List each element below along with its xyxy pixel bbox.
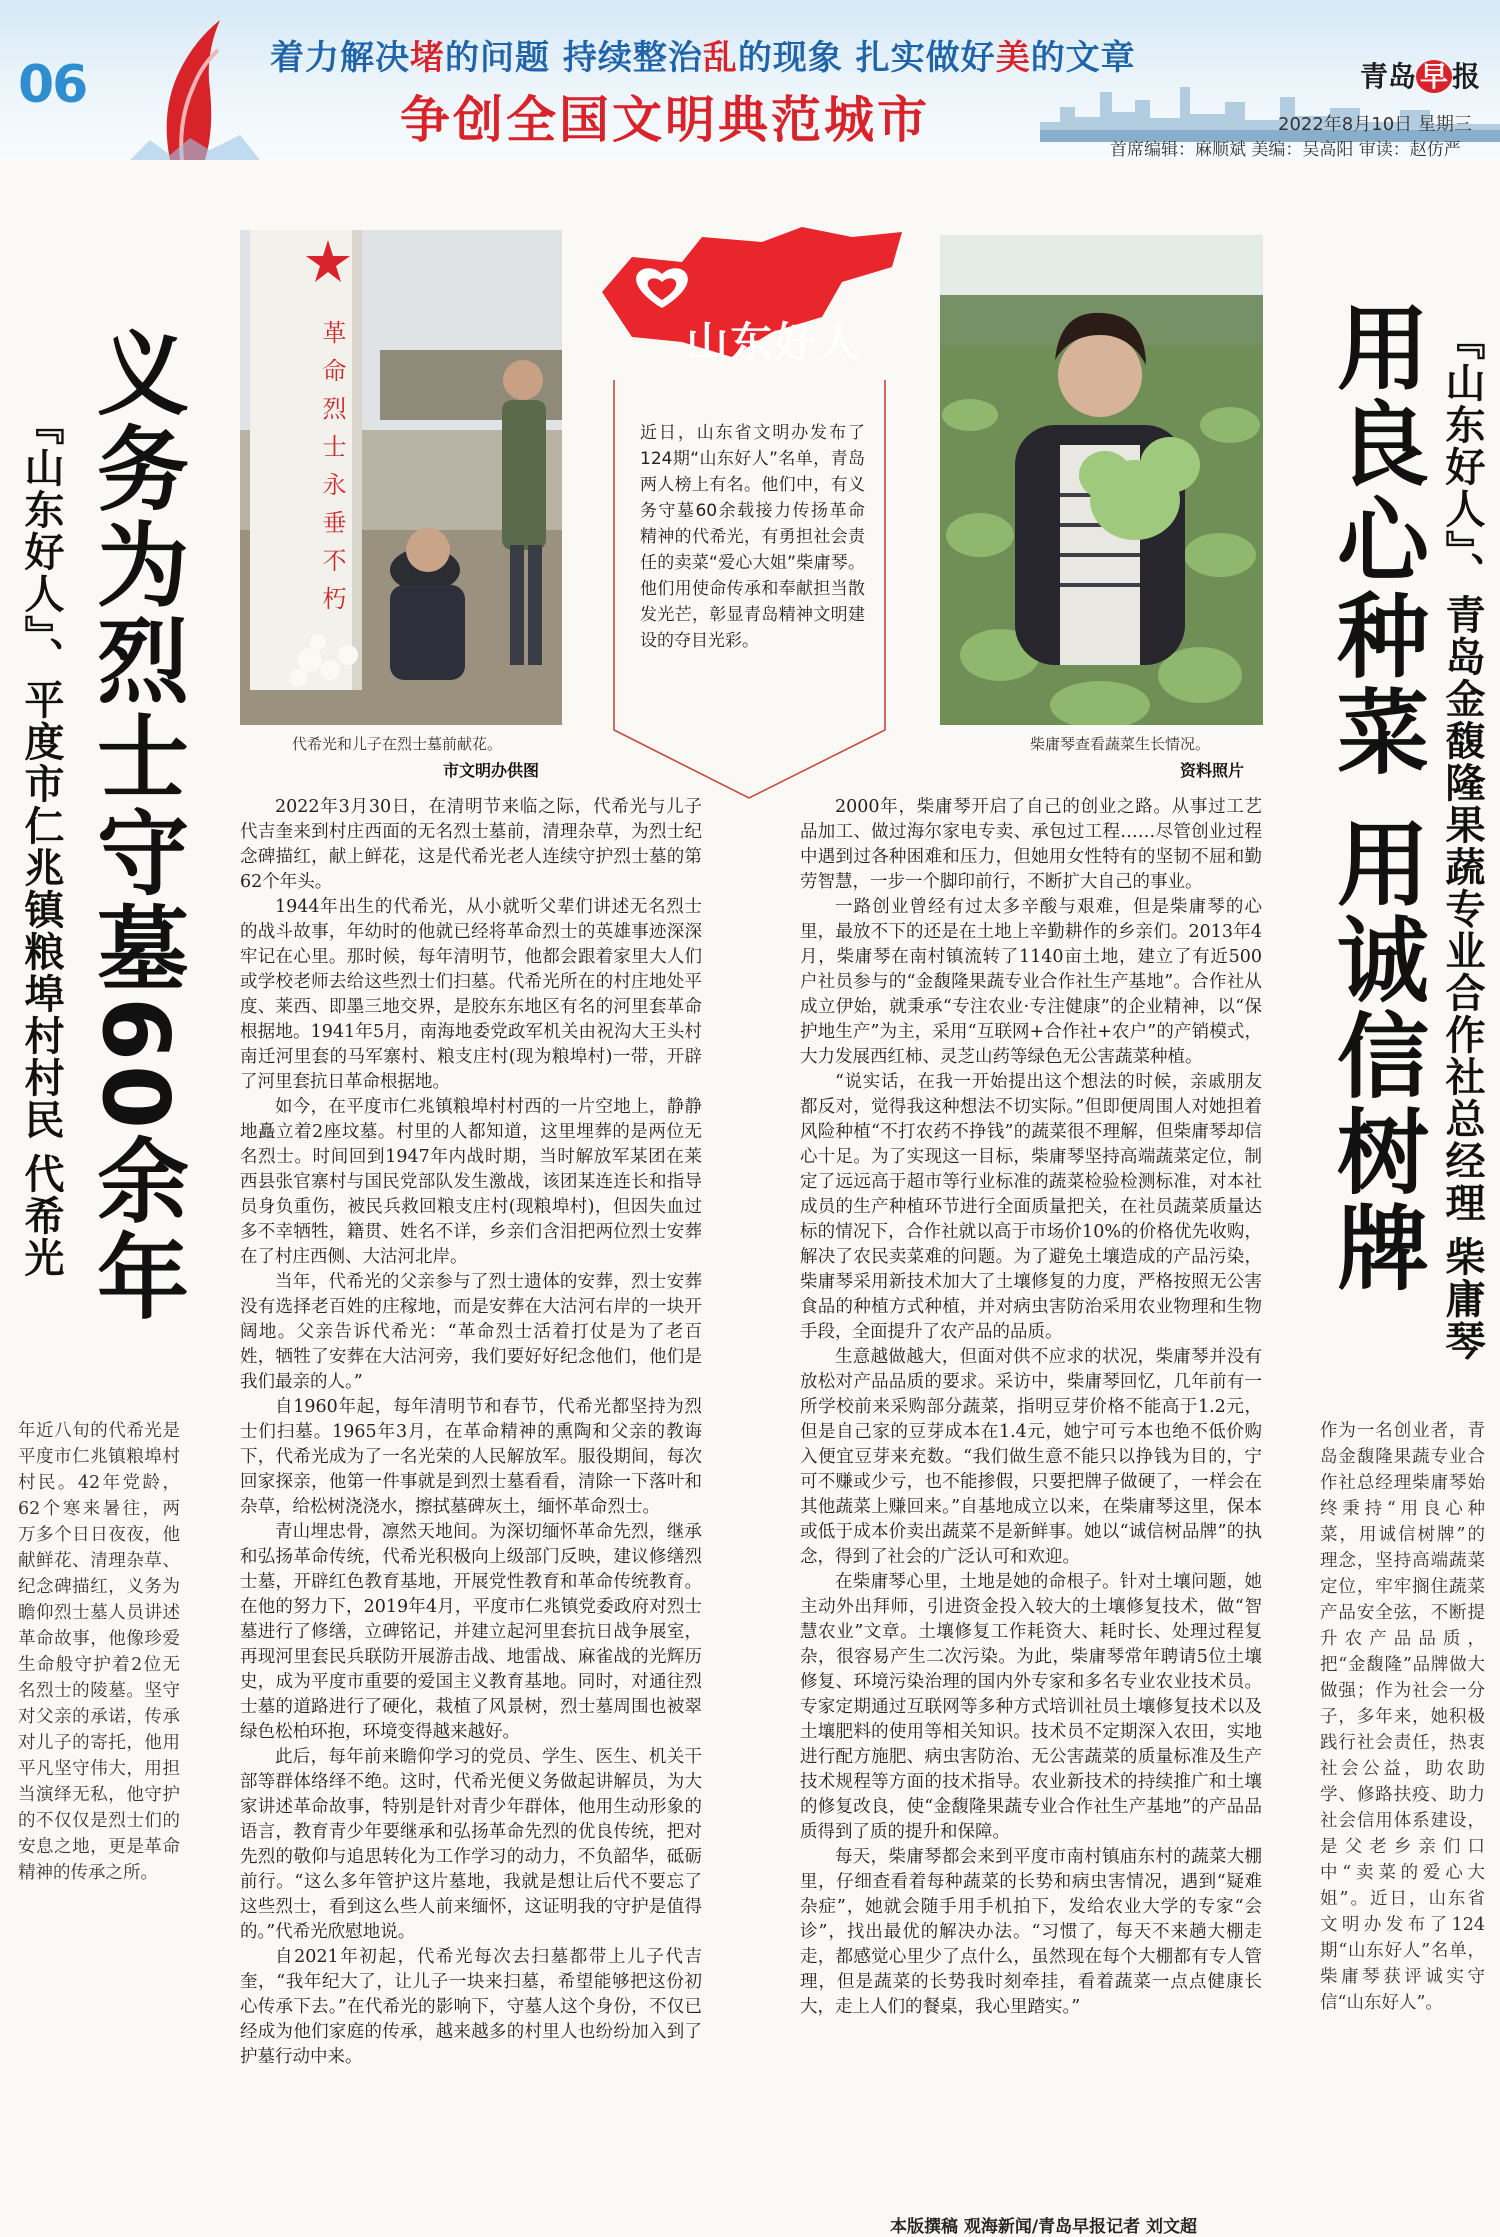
slogan-segment: 的现象 扎实做好 <box>737 38 996 78</box>
slogan-segment: 着力解决 <box>270 38 410 78</box>
left-photo-caption: 代希光和儿子在烈士墓前献花。 <box>292 735 503 753</box>
newspaper-logo <box>1360 55 1480 95</box>
editor-credits: 首席编辑：麻顺斌 美编：吴高阳 审读：赵仿严 <box>1110 140 1461 160</box>
vegetable-field-photo <box>940 235 1263 725</box>
body-paragraph: 2000年，柴庸琴开启了自己的创业之路。从事过工艺品加工、做过海尔家电专卖、承包过工程……尽管创业过程中遇到过各种困难和压力，但她用女性特有的坚韧不屈和勤劳智慧，一步一个脚印前行，不断扩大自己的事业。 <box>800 797 1262 892</box>
badge-label: 山东好人 <box>686 318 863 367</box>
left-story-body <box>240 795 702 2070</box>
body-paragraph: 自1960年起，每年清明节和春节，代希光都坚持为烈士们扫墓。1965年3月，在革命精神的熏陶和父亲的教诲下，代希光成为了一名光荣的人民解放军。服役期间，每次回家探亲，他第一件事就是到烈士墓看看，清除一下落叶和杂草，给松树浇浇水，擦拭墓碑灰土，缅怀革命烈士。 <box>240 1397 702 1517</box>
memorial-photo <box>240 230 562 725</box>
logo-badge: 早 <box>1416 60 1452 93</box>
body-paragraph: 青山埋忠骨，凛然天地间。为深切缅怀革命先烈，继承和弘扬革命传统，代希光积极向上级部门反映，建议修缮烈士墓，开辟红色教育基地，开展党性教育和革命传统教育。在他的努力下，2019年4月，平度市仁兆镇党委政府对烈士墓进行了修缮，立碑铭记，并建立起河里套抗日战争展室，再现河里套民兵联防开展游击战、地雷战、麻雀战的光辉历史，成为平度市重要的爱国主义教育基地。同时，对通往烈士墓的道路进行了硬化，栽植了风景树，烈士墓周围也被翠绿色松柏环抱，环境变得越来越好。 <box>240 1522 702 1742</box>
issue-date: 2022年8月10日 星期三 <box>1278 114 1472 135</box>
center-intro-text: 近日，山东省文明办发布了124期“山东好人”名单，青岛两人榜上有名。他们中，有义务守墓60余载接力传扬革命精神的代希光，有勇担社会责任的卖菜“爱心大姐”柴庸琴。他们用使命传承和奉献担当散发光芒，彰显青岛精神文明建设的夺目光彩。 <box>640 423 865 651</box>
body-paragraph: 一路创业曾经有过太多辛酸与艰难，但是柴庸琴的心里，最放不下的还是在土地上辛勤耕作的乡亲们。2013年4月，柴庸琴在南村镇流转了1140亩土地，建立了有近500户社员参与的“金馥隆果蔬专业合作社生产基地”。合作社从成立伊始，就秉承“专注农业·专注健康”的企业精神，以“保护地生产”为主，采用“互联网+合作社+农户”的产销模式，大力发展西红柿、灵芝山药等绿色无公害蔬菜种植。 <box>800 897 1262 1067</box>
logo-text-end: 报 <box>1452 60 1481 93</box>
left-story-subtitle: 『山东好人』、平度市仁兆镇粮埠村村民 代希光 <box>19 405 64 1279</box>
body-paragraph: 每天，柴庸琴都会来到平度市南村镇庙东村的蔬菜大棚里，仔细查看着每种蔬菜的长势和病虫害情况，遇到“疑难杂症”，她就会随手用手机拍下，发给农业大学的专家“会诊”，找出最优的解决办法。“习惯了，每天不来趟大棚走走，都感觉心里少了点什么，虽然现在每个大棚都有专人管理，但是蔬菜的长势我时刻牵挂，看着蔬菜一点点健康长大，走上人们的餐桌，我心里踏实。” <box>800 1847 1262 2017</box>
slogan-segment: 的文章 <box>1030 38 1136 78</box>
byline: 本版撰稿 观海新闻/青岛早报记者 刘文超 <box>890 2217 1198 2237</box>
body-paragraph: 在柴庸琴心里，土地是她的命根子。针对土壤问题，她主动外出拜师，引进资金投入较大的土壤修复技术，做“智慧农业”文章。土壤修复工作耗资大、耗时长、处理过程复杂，很容易产生二次污染。为此，柴庸琴常年聘请5位土壤修复、环境污染治理的国内外专家和多名专业农业技术员。专家定期通过互联网等多种方式培训社员土壤修复技术以及土壤肥料的使用等相关知识。技术员不定期深入农田，实地进行配方施肥、病虫害防治、无公害蔬菜的质量标准及生产技术规程等方面的技术指导。农业新技术的持续推广和土壤的修复改良，使“金馥隆果蔬专业合作社生产基地”的产品品质得到了质的提升和保障。 <box>800 1572 1262 1842</box>
right-photo-credit: 资料照片 <box>1180 761 1245 780</box>
slogan-segment: 的问题 持续整治 <box>445 38 703 78</box>
body-paragraph: 2022年3月30日，在清明节来临之际，代希光与儿子代吉奎来到村庄西面的无名烈士墓前，清理杂草，为烈士纪念碑描红，献上鲜花，这是代希光老人连续守护烈士墓的第62个年头。 <box>240 797 702 892</box>
slogan-line-1 <box>270 30 1170 79</box>
body-paragraph: 如今，在平度市仁兆镇粮埠村村西的一片空地上，静静地矗立着2座坟墓。村里的人都知道，这里埋葬的是两位无名烈士。时间回到1947年内战时期，当时解放军某团在莱西县张官寨村与国民党部队发生激战，该团某连连长和指导员身负重伤，被民兵救回粮支庄村(现粮埠村)，但因失血过多不幸牺牲，籍贯、姓名不详，乡亲们含泪把两位烈士安葬在了村庄西侧、大沽河北岸。 <box>240 1097 702 1267</box>
body-paragraph: “说实话，在我一开始提出这个想法的时候，亲戚朋友都反对，觉得我这种想法不切实际。”但即便周围人对她担着风险种植“不打农药不挣钱”的蔬菜很不理解，但柴庸琴却信心十足。为了实现这一目标，柴庸琴坚持高端蔬菜定位，制定了远远高于超市等行业标准的蔬菜检验检测标准，对本社成员的生产种植环节进行全面质量把关，在社员蔬菜质量达标的情况下，合作社就以高于市场价10%的价格优先收购，解决了农民卖菜难的问题。为了避免土壤造成的产品污染，柴庸琴采用新技术加大了土壤修复的力度，严格按照无公害食品的种植方式种植，并对病虫害防治采用农业物理和生物手段，全面提升了农产品的品质。 <box>800 1072 1262 1342</box>
right-story-subtitle: 『山东好人』、青岛金馥隆果蔬专业合作社总经理 柴庸琴 <box>1440 320 1485 1362</box>
slogan-segment: 乱 <box>702 38 738 78</box>
right-story-title: 用良心种菜 用诚信树牌 <box>1322 300 1429 1297</box>
slogan-segment: 美 <box>995 38 1031 78</box>
body-paragraph: 1944年出生的代希光，从小就听父辈们讲述无名烈士的战斗故事，年幼时的他就已经将革命烈士的英雄事迹深深牢记在心里。那时候，每年清明节，他都会跟着家里大人们或学校老师去给这些烈士们扫墓。代希光所在的村庄地处平度、莱西、即墨三地交界，是胶东东地区有名的河里套革命根据地。1941年5月，南海地委党政军机关由祝沟大王头村南迁河里套的马军寨村、粮支庄村(现为粮埠村)一带，开辟了河里套抗日革命根据地。 <box>240 897 702 1092</box>
body-paragraph: 生意越做越大，但面对供不应求的状况，柴庸琴并没有放松对产品品质的要求。采访中，柴庸琴回忆，几年前有一所学校前来采购部分蔬菜，指明豆芽价格不能高于1.2元，但是自己家的豆芽成本在1.4元，她宁可亏本也绝不低价购入便宜豆芽来充数。“我们做生意不能只以挣钱为目的，宁可不赚或少亏，也不能掺假，只要把牌子做硬了，一样会在其他蔬菜上赚回来。”自基地成立以来，在柴庸琴这里，保本或低于成本价卖出蔬菜不是新鲜事。她以“诚信树品牌”的执念，得到了社会的广泛认可和欢迎。 <box>800 1347 1262 1567</box>
logo-text: 青岛 <box>1360 60 1417 93</box>
left-photo-credit: 市文明办供图 <box>443 761 540 780</box>
right-story-intro: 作为一名创业者，青岛金馥隆果蔬专业合作社总经理柴庸琴始终秉持“用良心种菜，用诚信树牌”的理念，坚持高端蔬菜定位，牢牢搁住蔬菜产品安全弦，不断提升农产品品质，把“金馥隆”品牌做大做强；作为社会一分子，多年来，她积极践行社会责任，热衷社会公益，助农助学、修路扶疫、助力社会信用体系建设，是父老乡亲们口中“卖菜的爱心大姐”。近日，山东省文明办发布了124期“山东好人”名单，柴庸琴获评诚实守信“山东好人”。 <box>1320 1421 1485 2013</box>
body-paragraph: 自2021年初起，代希光每次去扫墓都带上儿子代吉奎，“我年纪大了，让儿子一块来扫墓，希望能够把这份初心传承下去。”在代希光的影响下，守墓人这个身份，不仅已经成为他们家庭的传承，越来越多的村里人也纷纷加入到了护墓行动中来。 <box>240 1947 702 2067</box>
may-wind-sculpture-graphic <box>110 10 260 160</box>
monument-inscription: 革命烈士永垂不朽 <box>318 320 346 624</box>
right-photo-caption: 柴庸琴查看蔬菜生长情况。 <box>1030 735 1211 753</box>
body-paragraph: 当年，代希光的父亲参与了烈士遗体的安葬，烈士安葬没有选择老百姓的庄稼地，而是安葬在大沽河右岸的一块开阔地。父亲告诉代希光：“革命烈士活着打仗是为了老百姓，牺牲了安葬在大沽河旁，我们要好好纪念他们，他们是我们最亲的人。” <box>240 1272 702 1392</box>
page-number: 06 <box>18 55 87 115</box>
left-story-intro: 年近八旬的代希光是平度市仁兆镇粮埠村村民。42年党龄，62个寒来暑往，两万多个日日夜夜，他献鲜花、清理杂草、纪念碑描红，义务为瞻仰烈士墓人员讲述革命故事，他像珍爱生命般守护着2位无名烈士的陵墓。坚守对父亲的承诺，传承对儿子的寄托，他用平凡坚守伟大，用担当演绎无私，他守护的不仅仅是烈士们的安息之地，更是革命精神的传承之所。 <box>18 1421 180 1883</box>
body-paragraph: 此后，每年前来瞻仰学习的党员、学生、医生、机关干部等群体络绎不绝。这时，代希光便义务做起讲解员，为大家讲述革命故事，特别是针对青少年群体，他用生动形象的语言，教育青少年要继承和弘扬革命先烈的优良传统，把对先烈的敬仰与追思转化为工作学习的动力，不负韶华，砥砺前行。“这么多年管护这片墓地，我就是想让后代不要忘了这些烈士，看到这么些人前来缅怀，这证明我的守护是值得的。”代希光欣慰地说。 <box>240 1747 702 1942</box>
slogan-line-2: 争创全国文明典范城市 <box>400 91 930 149</box>
left-story-title: 义务为烈士守墓60余年 <box>82 325 189 1326</box>
slogan-segment: 堵 <box>410 38 445 78</box>
right-story-body <box>800 795 1262 2020</box>
